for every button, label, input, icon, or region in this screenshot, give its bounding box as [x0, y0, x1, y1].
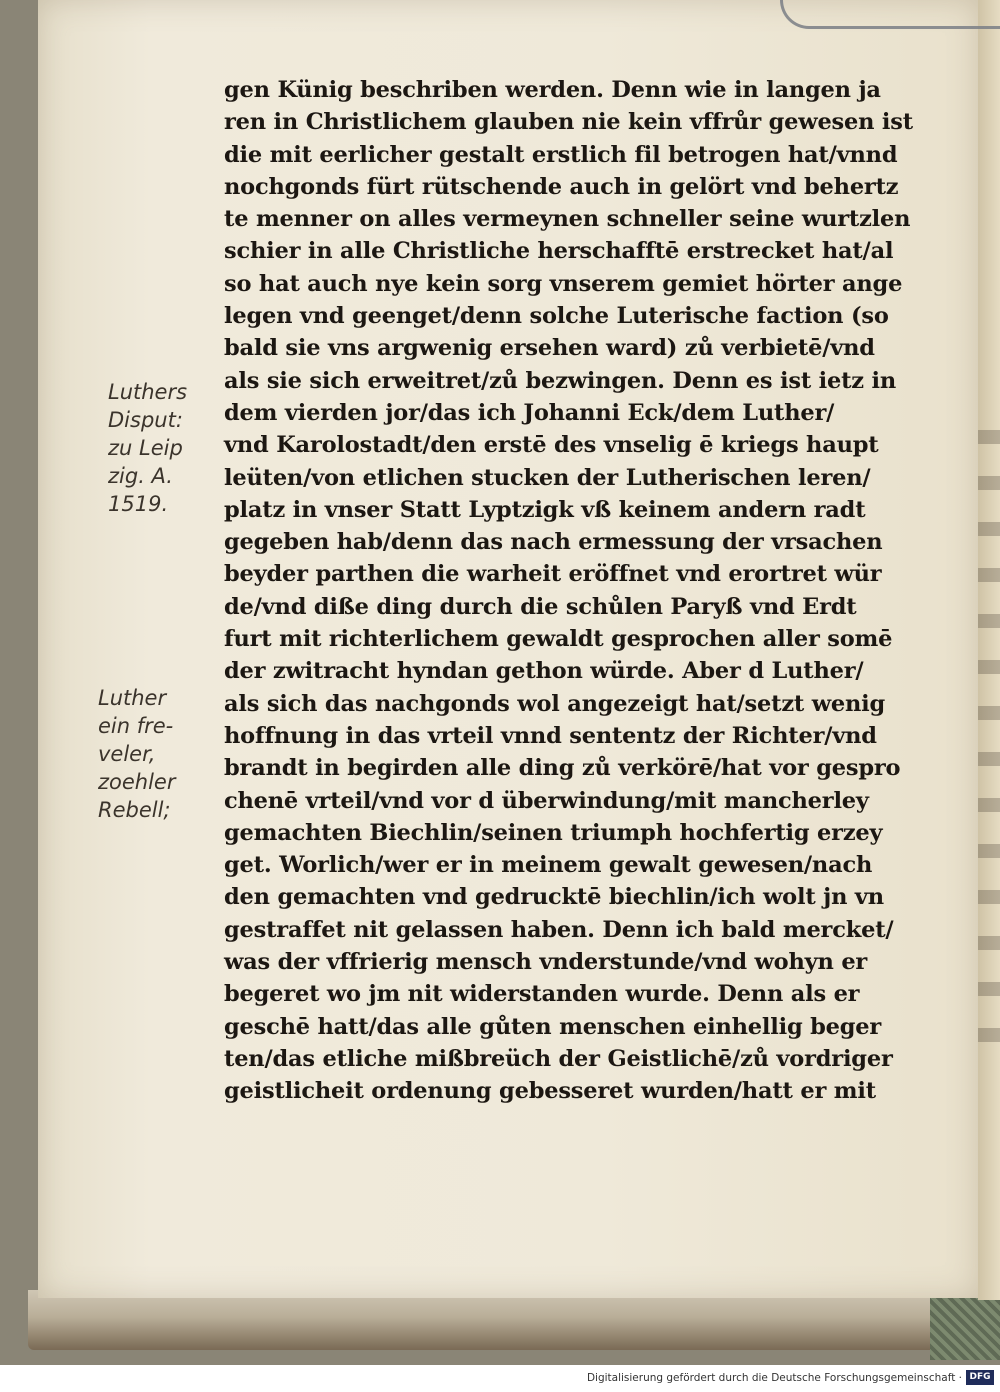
- note-line: Luther: [98, 686, 167, 710]
- text-line: furt mit richterlichem gewaldt gesprochen aller somē: [224, 626, 893, 653]
- funding-credit: Digitalisierung gefördert durch die Deutsche Forschungsgemeinschaft ·: [586, 1372, 962, 1384]
- margin-note-luther-disputation: [108, 378, 187, 518]
- text-line: schier in alle Christliche herschafftē erstrecket hat/al: [224, 238, 894, 265]
- facing-page-strip: [978, 0, 1000, 1300]
- text-line: leüten/von etlichen stucken der Lutherischen leren/: [224, 464, 871, 491]
- text-line: die mit eerlicher gestalt erstlich fil betrogen hat/vnnd: [224, 141, 898, 168]
- note-line: Disput:: [108, 408, 183, 432]
- text-line: den gemachten vnd gedrucktē biechlin/ich wolt jn vn: [224, 884, 884, 911]
- text-line: begeret wo jm nit widerstanden wurde. Denn als er: [224, 981, 860, 1008]
- text-line: der zwitracht hyndan gethon würde. Aber d Luther/: [224, 658, 864, 685]
- note-line: Luthers: [108, 380, 188, 404]
- margin-note-luther-rebel: [98, 684, 176, 824]
- digitization-footer: [0, 1365, 1000, 1392]
- book-page: [38, 0, 978, 1298]
- text-line: nochgonds fürt rütschende auch in gelört vnd behertz: [224, 173, 899, 200]
- note-line: zig. A.: [108, 464, 173, 488]
- text-line: te menner on alles vermeynen schneller seine wurtzlen: [224, 206, 911, 233]
- text-line: ren in Christlichem glauben nie kein vffrůr gewesen ist: [224, 109, 913, 136]
- book-page-edges: [28, 1290, 958, 1350]
- text-line: brandt in begirden alle ding zů verkörē/hat vor gespro: [224, 755, 901, 782]
- text-line: als sie sich erweitret/zů bezwingen. Denn es ist ietz in: [224, 367, 897, 394]
- text-line: geschē hatt/das alle gůten menschen einhellig beger: [224, 1013, 882, 1040]
- text-line: get. Worlich/wer er in meinem gewalt gewesen/nach: [224, 852, 873, 879]
- text-line: gen Künig beschriben werden. Denn wie in langen ja: [224, 77, 881, 103]
- text-line: ten/das etliche mißbreüch der Geistlichē/zů vordriger: [224, 1045, 893, 1072]
- text-line: platz in vnser Statt Lyptzigk vß keinem andern radt: [224, 496, 866, 523]
- text-line: vnd Karolostadt/den erstē des vnselig ē kriegs haupt: [224, 432, 879, 459]
- text-line: beyder parthen die warheit eröffnet vnd erortret wür: [224, 561, 882, 588]
- text-line: legen vnd geenget/denn solche Luterische faction (so: [224, 303, 889, 330]
- text-line: gegeben hab/denn das nach ermessung der vrsachen: [224, 529, 883, 556]
- text-line: so hat auch nye kein sorg vnserem gemiet hörter ange: [224, 270, 903, 297]
- text-line: als sich das nachgonds wol angezeigt hat/setzt wenig: [224, 690, 886, 717]
- note-line: Rebell;: [98, 798, 171, 822]
- note-line: 1519.: [108, 492, 169, 516]
- main-text-block: [224, 74, 934, 1108]
- text-line: dem vierden jor/das ich Johanni Eck/dem Luther/: [224, 399, 835, 426]
- facing-page-bleed-text: [978, 430, 1000, 1070]
- text-line: de/vnd diße ding durch die schůlen Paryß vnd Erdt: [224, 593, 857, 620]
- text-line: chenē vrteil/vnd vor d überwindung/mit mancherley: [224, 787, 869, 814]
- text-line: hoffnung in das vrteil vnnd sententz der Richter/vnd: [224, 722, 877, 749]
- note-line: veler,: [98, 742, 156, 766]
- note-line: zu Leip: [108, 436, 183, 460]
- paper-clip-wire: [780, 0, 1000, 29]
- text-line: bald sie vns argwenig ersehen ward) zů verbietē/vnd: [224, 335, 875, 362]
- text-line: gestraffet nit gelassen haben. Denn ich bald mercket/: [224, 916, 894, 943]
- dfg-logo: DFG: [966, 1370, 994, 1385]
- text-line: geistlicheit ordenung gebesseret wurden/hatt er mit: [224, 1078, 876, 1105]
- note-line: ein fre-: [98, 714, 174, 738]
- note-line: zoehler: [98, 770, 176, 794]
- text-line: gemachten Biechlin/seinen triumph hochfertig erzey: [224, 819, 883, 846]
- text-line: was der vffrierig mensch vnderstunde/vnd wohyn er: [224, 949, 868, 976]
